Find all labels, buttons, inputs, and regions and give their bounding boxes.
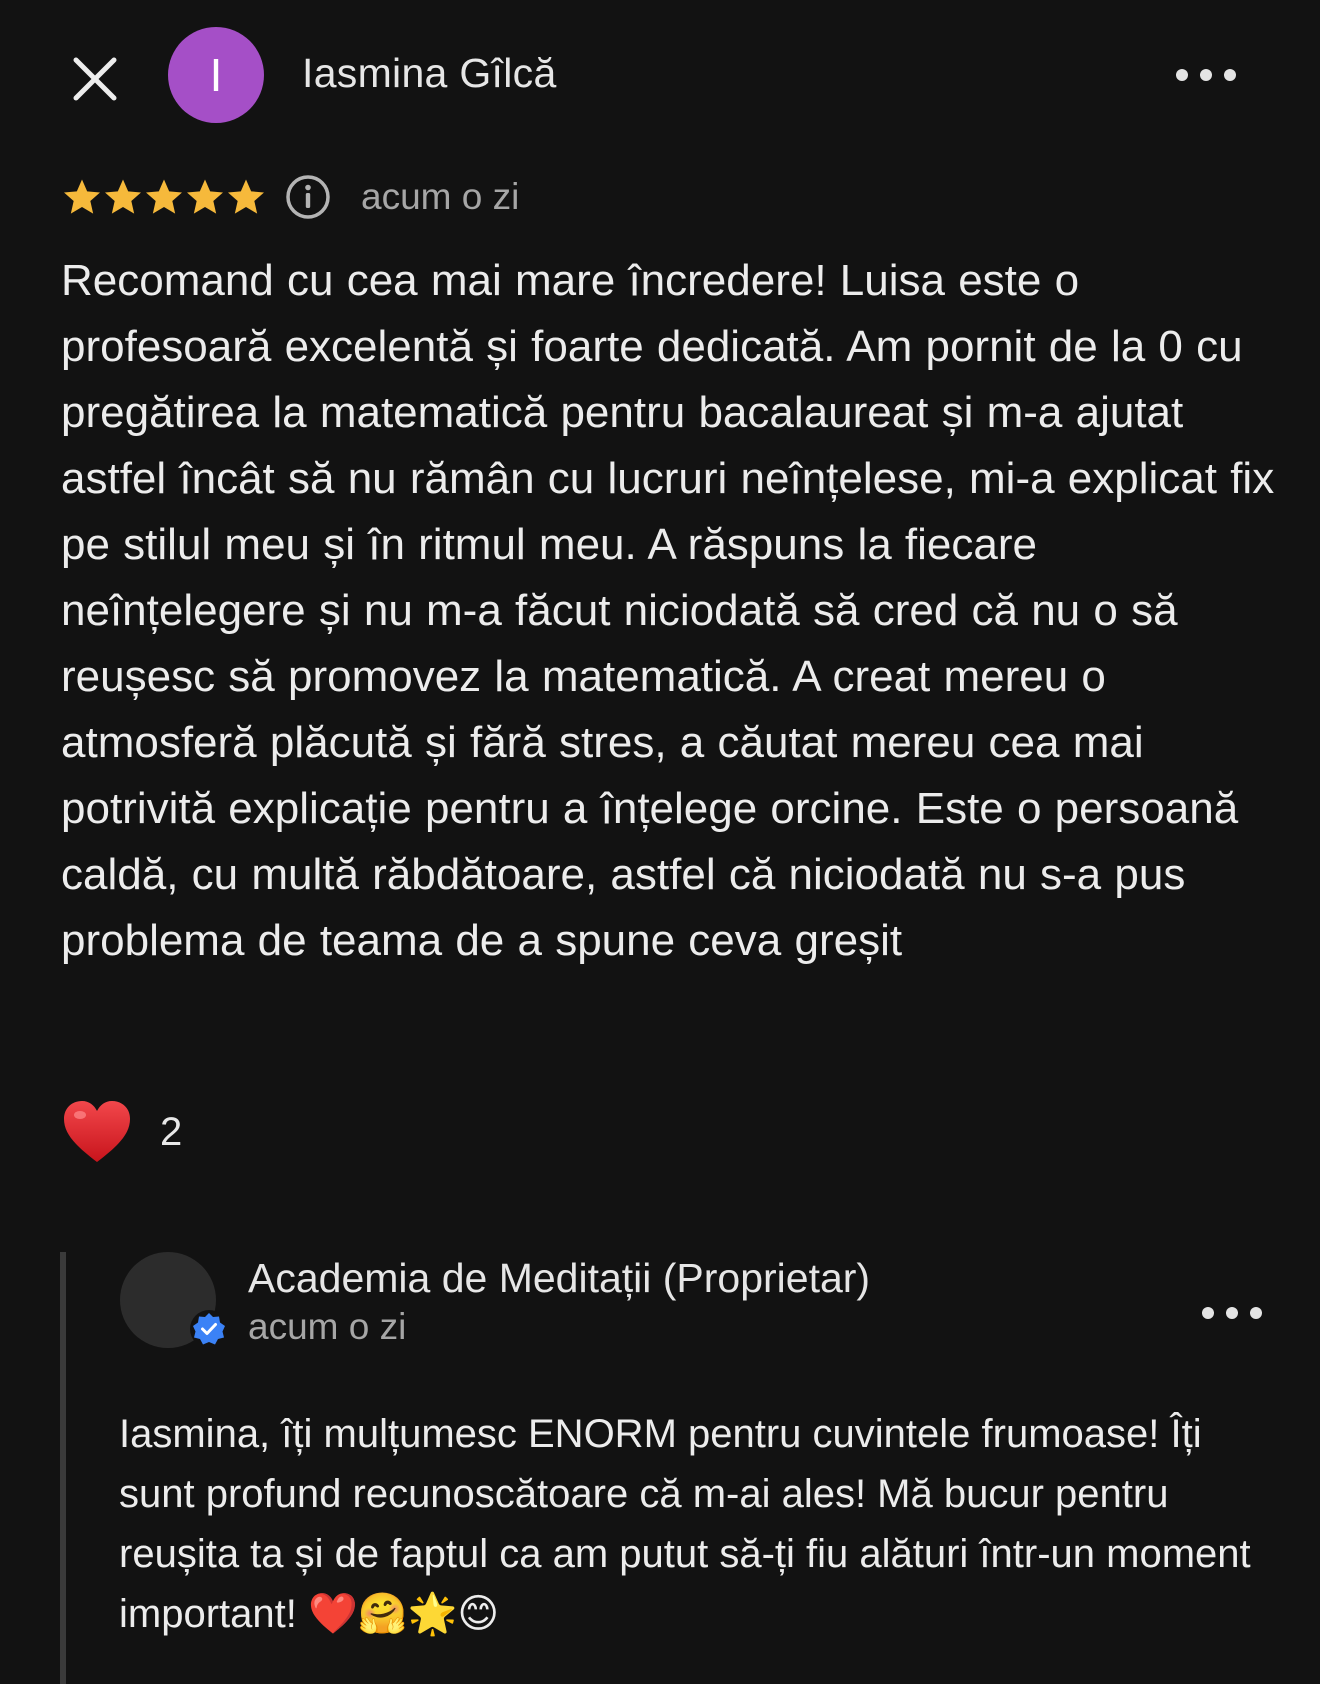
info-button[interactable] bbox=[285, 174, 331, 220]
review-text: Recomand cu cea mai mare încredere! Luisa este o profesoară excelentă și foarte dedicată. Am pornit de la 0 cu pregătirea la matematică pentru bacalaureat și m-a ajutat astfel încât să nu rămân cu lucruri neînțelese, mi-a explicat fix pe stilul meu și în ritmul meu. A răspuns la fiecare neînțelegere și nu m-a făcut niciodată să cred că nu o să reușesc să promovez la matematică. A creat mereu o atmosferă plăcută și fără stres, a căutat mereu cea mai potrivită explicație pentru a înțelege orcine. Este o persoană caldă, cu multă răbdătoare, astfel că niciodată nu s-a pus problema de teama de a spune ceva greșit bbox=[61, 256, 1275, 965]
more-horizontal-icon bbox=[1202, 1307, 1214, 1319]
owner-reply-body: Iasmina, îți mulțumesc ENORM pentru cuvintele frumoase! Îți sunt profund recunoscătoare că m-ai ales! Mă bucur pentru reușita ta și de faptul ca am putut să-ți fiu alături într-un moment important! bbox=[119, 1412, 1251, 1636]
more-options-button[interactable] bbox=[1176, 58, 1236, 92]
info-icon bbox=[285, 174, 331, 220]
avatar-letter: I bbox=[209, 49, 223, 101]
verified-check-icon bbox=[192, 1312, 226, 1346]
star-icon bbox=[103, 177, 143, 217]
author-name[interactable]: Iasmina Gîlcă bbox=[302, 50, 557, 96]
author-avatar[interactable] bbox=[168, 27, 264, 123]
reaction-count: 2 bbox=[160, 1109, 183, 1154]
heart-icon bbox=[62, 1099, 132, 1165]
star-icon bbox=[185, 177, 225, 217]
verified-badge bbox=[190, 1310, 228, 1348]
star-icon bbox=[226, 177, 266, 217]
star-icon bbox=[144, 177, 184, 217]
review-header bbox=[0, 0, 1320, 150]
star-icon bbox=[62, 177, 102, 217]
rating-row bbox=[62, 172, 519, 222]
like-reaction-button[interactable] bbox=[62, 1094, 182, 1170]
owner-more-options-button[interactable] bbox=[1202, 1296, 1262, 1330]
emoji-group: ❤️🤗🌟😊 bbox=[307, 1591, 500, 1637]
owner-reply bbox=[60, 1252, 1266, 1684]
owner-reply-time: acum o zi bbox=[248, 1306, 407, 1347]
close-icon bbox=[72, 56, 118, 102]
star-rating bbox=[62, 177, 267, 217]
review-time: acum o zi bbox=[361, 176, 520, 217]
close-button[interactable] bbox=[62, 46, 128, 112]
more-horizontal-icon bbox=[1176, 69, 1188, 81]
owner-reply-text bbox=[119, 1404, 1269, 1644]
owner-name[interactable]: Academia de Meditații (Proprietar) bbox=[248, 1255, 871, 1301]
